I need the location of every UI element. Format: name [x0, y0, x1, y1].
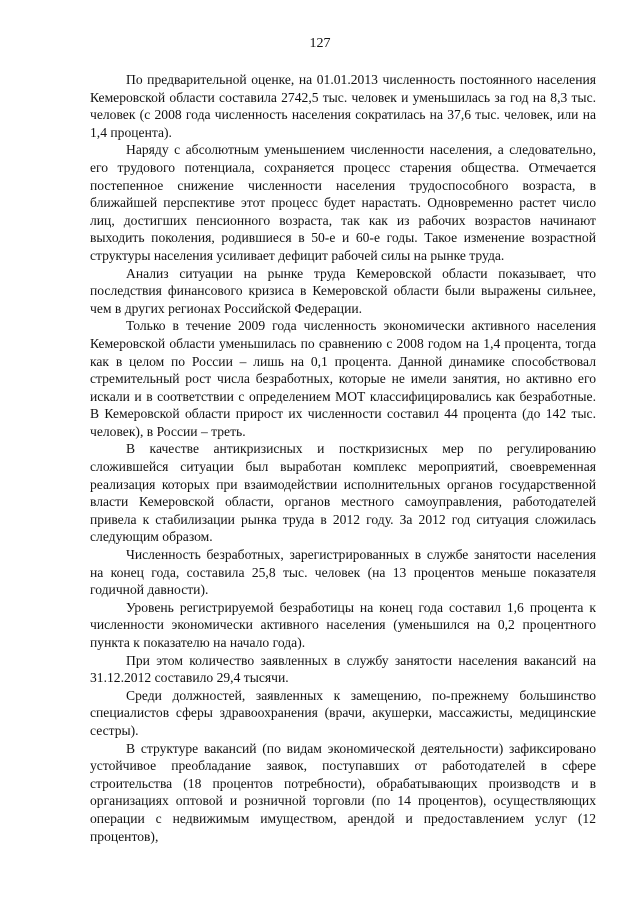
paragraph-2009-dynamics: Только в течение 2009 года численность экономически активного населения Кемеровской области уменьшилась по сравнению с 2008 годом на 1,4 процента, тогда как в целом по России – лишь на 0,1 процента. Данной динамике способствовал стремительный рост числа безработных, которые не имели занятия, но активно его искали и в соответствии с определением МОТ классифицировались как безработные. В Кемеровской области прирост их численности составил 44 процента (до 142 тыс. человек), в России – треть. [90, 318, 596, 439]
paragraph-positions: Среди должностей, заявленных к замещению, по-прежнему большинство специалистов сферы здравоохранения (врачи, акушерки, массажисты, медицинские сестры). [90, 687, 596, 738]
paragraph-aging-society: Наряду с абсолютным уменьшением численности населения, а следовательно, его трудового потенциала, сохраняется процесс старения общества. Отмечается постепенное снижение численности населения трудоспособного возраста, в ближайшей перспективе этот процесс будет нарастать. Одновременно растет число лиц, достигших пенсионного возраста, так как из рабочих возрастов начинают выходить поколения, родившиеся в 50-е и 60-е годы. Такое изменение возрастной структуры населения усиливает дефицит рабочей силы на рынке труда. [90, 142, 596, 263]
paragraph-anticrisis-measures: В качестве антикризисных и посткризисных мер по регулированию сложившейся ситуации был выработан комплекс мероприятий, своевременная реализация которых при взаимодействии исполнительных органов государственной власти Кемеровской области, органов местного самоуправления, работодателей привела к стабилизации рынка труда в 2012 году. За 2012 год ситуация сложилась следующим образом. [90, 441, 596, 545]
paragraph-vacancy-structure: В структуре вакансий (по видам экономической деятельности) зафиксировано устойчивое преобладание заявок, поступавших от работодателей в сфере строительства (18 процентов потребности), обрабатывающих производств и в организациях оптовой и розничной торговли (по 14 процентов), осуществляющих операции с недвижимым имуществом, арендой и предоставлением услуг (12 процентов), [90, 740, 596, 844]
paragraph-unemployment-rate: Уровень регистрируемой безработицы на конец года составил 1,6 процента к численности экономически активного населения (уменьшился на 0,2 процентного пункта к показателю на начало года). [90, 599, 596, 650]
paragraph-labor-market-analysis: Анализ ситуации на рынке труда Кемеровской области показывает, что последствия финансового кризиса в Кемеровской области были выражены сильнее, чем в других регионах Российской Федерации. [90, 265, 596, 316]
paragraph-vacancies-count: При этом количество заявленных в службу занятости населения вакансий на 31.12.2012 составило 29,4 тысячи. [90, 652, 596, 686]
paragraph-population-estimate: По предварительной оценке, на 01.01.2013 численность постоянного населения Кемеровской области составила 2742,5 тыс. человек и уменьшилась за год на 8,3 тыс. человек (с 2008 года численность населения сократилась на 37,6 тыс. человек, или на 1,4 процента). [90, 72, 596, 140]
page-number: 127 [309, 36, 331, 51]
paragraph-unemployed-count: Численность безработных, зарегистрированных в службе занятости населения на конец года, составила 25,8 тыс. человек (на 13 процентов меньше показателя годичной давности). [90, 547, 596, 598]
document-body [90, 71, 596, 845]
